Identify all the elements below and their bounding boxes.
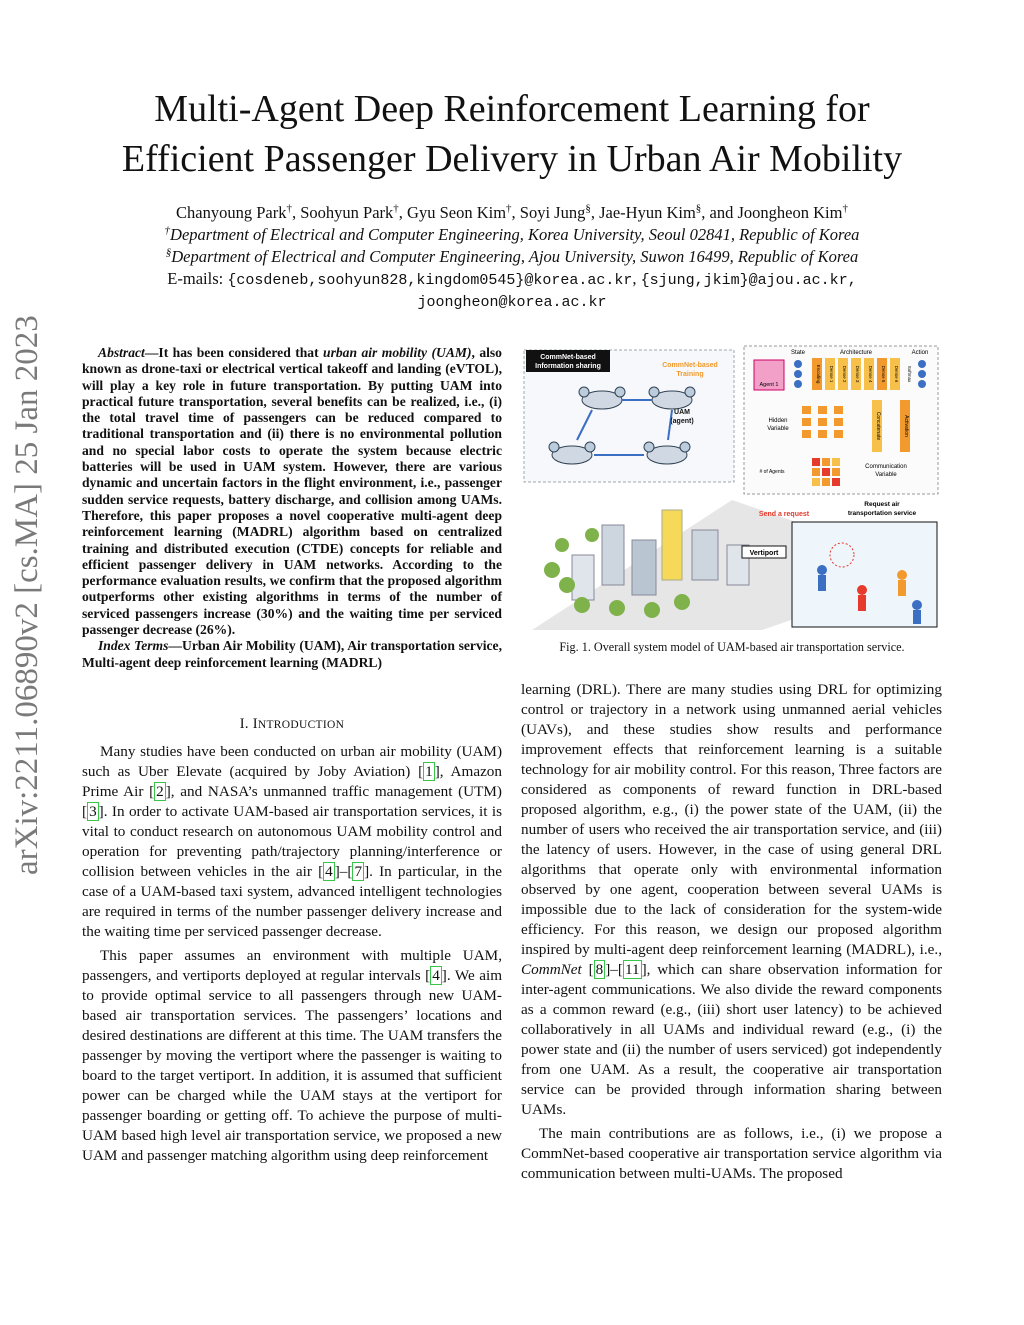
affiliation-text: Department of Electrical and Computer Engineering, Ajou University, Suwon 16499, Republic of Korea <box>171 247 859 266</box>
softmax-label: Softmax <box>907 365 912 383</box>
mark: § <box>585 202 591 215</box>
communication-grid <box>812 458 840 486</box>
citation-link[interactable]: 1 <box>425 763 433 780</box>
communication-variable-l1: Communication <box>865 464 907 470</box>
commnet-term: CommNet <box>521 961 582 978</box>
paragraph: learning (DRL). There are many studies using DRL for optimizing control or trajectory in a network using unmanned aerial vehicles (UAVs), and these studies show results and performance improvement effects that reinforcement learning is a suitable technology for air mobility control. For this reason, Three factors are considered as components of reward function in DRL-based proposed algorithm, e.g., (i) the power state of the UAM, (ii) the number of users who received the air transportation service, and (iii) the latency of users. However, in the case of using general DRL algorithms that operate only with environmental information observed by one agent, cooperation between several UAMs is impossible due to the lack of consideration for the system-wide efficiency. For this reason, we design our proposed algorithm inspired by multi-agent deep reinforcement learning (MADRL), i.e., CommNet [ 8 ]–[ 11 ], which can share observation information for inter-agent communications. We also divide the reward components as a common reward (e.g., (iii) short user latency) to be achieved collaboratively in all UAMs and individual reward (e.g., (i) the power state and (ii) the number of users serviced) got independently from one UAM. As a result, the cooperative air transportation service can be provided through information sharing between UAMs. <box>521 681 943 1118</box>
author-block <box>0 202 1024 314</box>
affiliation-ajou <box>0 246 1024 268</box>
email-joongheon[interactable]: joongheon@korea.ac.kr <box>417 294 607 311</box>
paper-title <box>0 84 1024 184</box>
dash: — <box>168 638 183 654</box>
state-nodes <box>794 360 802 388</box>
section-title-cap: I <box>252 716 258 732</box>
hidden-variable-l1: Hidden <box>768 418 788 424</box>
mark: † <box>164 224 171 237</box>
action-label: Action <box>911 350 929 356</box>
commnet-label-l2: Information sharing <box>535 363 601 370</box>
paragraph: Many studies have been conducted on urban air mobility (UAM) such as Uber Elevate (acquired by Joby Aviation) [ 1 ], Amazon Prime Air [ 2 ], and NASA’s unmanned traffic management (UTM) [ 3 ]. In order to activate UAM-based air transportation services, it is vital to conduct research on autonomous UAM mobility control and operation for preventing path/trajectory planning/interference or collision between vehicles in the air [ 4 ]–[ 7 ]. In particular, in the case of a UAM-based taxi system, advanced intelligent technologies are required in terms of the number passenger delivery increase and the waiting time per serviced passenger decrease. <box>82 743 502 940</box>
figure-1 <box>522 340 942 630</box>
figure-caption: Fig. 1. Overall system model of UAM-based air transportation service. <box>559 640 905 654</box>
system-model-illustration <box>522 340 942 630</box>
abstract-part: , also known as drone-taxi or electrical vertical takeoff and landing (eVTOL), will play a key role in future transportation. By putting UAM into practical future transportation, several benefits can be realized, i.e., (i) the total travel time of passengers can be reduced compared to traditional transportation and (ii) there is no environmental pollution and no special labor costs to operate the system because electric batteries will be used in UAM system. However, there are various dynamic and uncertain factors in the flight environment, i.e., passenger sudden service requests, battery discharge, and collision among UAMs. Therefore, this paper proposes a novel cooperative multi-agent deep reinforcement learning (MADRL) algorithm based on centralized training and distributed execution (CTDE) concepts for reliable and efficient passenger delivery in UAM networks. According to the performance evaluation results, we confirm that the proposed algorithm outperforms other existing algorithms in terms of the number of serviced passengers increase (30%) and the waiting time per serviced passenger decrease (26%). <box>82 345 502 638</box>
abstract-label: Abstract <box>98 345 145 360</box>
dense-1-label: Dense 1 <box>829 365 834 383</box>
section-number: I. <box>239 716 253 732</box>
email-line: E-mails: {cosdeneb,soohyun828,kingdom0545}@korea.ac.kr, {sjung,jkim}@ajou.ac.kr, <box>167 269 857 289</box>
mark: § <box>165 246 172 259</box>
dash: — <box>144 345 159 360</box>
left-column-body <box>82 742 502 1170</box>
author-5: Jae-Hyun Kim <box>599 203 696 222</box>
title-line-2: Efficient Passenger Delivery in Urban Air Mobility <box>121 138 903 180</box>
author-1: Chanyoung Park <box>176 203 287 222</box>
sep: , <box>398 203 408 222</box>
paragraph: The main contributions are as follows, i.e., (i) we propose a CommNet-based cooperative air transportation service algorithm via communication between multi-UAMs. The proposed <box>521 1125 942 1182</box>
author-list <box>0 202 1024 224</box>
abstract-part: It has been considered that <box>158 345 324 360</box>
vertiport-label: Vertiport <box>749 550 779 557</box>
architecture-label: Architecture <box>839 350 873 356</box>
author-3: Gyu Seon Kim <box>407 203 507 222</box>
state-label: State <box>790 350 806 356</box>
action-nodes <box>918 360 926 388</box>
author-2: Soohyun Park <box>300 203 394 222</box>
email-group-korea[interactable]: {cosdeneb,soohyun828,kingdom0545}@korea.ac.kr <box>227 272 633 289</box>
section-title-rest: NTRODUCTION <box>257 719 345 731</box>
commnet-label-l1: CommNet-based <box>540 354 596 361</box>
abstract <box>82 345 502 671</box>
citation-link[interactable]: 4 <box>432 967 440 984</box>
encoding-label: Encoding <box>816 364 821 384</box>
section-heading-introduction <box>82 716 502 733</box>
citation-link[interactable]: 7 <box>354 863 363 880</box>
dense-4-label: Dense 4 <box>868 365 873 383</box>
citation-link[interactable]: 4 <box>325 863 333 880</box>
sep: , <box>291 203 301 222</box>
training-label-l2: Training <box>676 371 704 378</box>
mark: § <box>695 202 702 215</box>
citation-link[interactable]: 2 <box>156 783 164 800</box>
arxiv-stamp: arXiv:2211.06890v2 [cs.MA] 25 Jan 2023 <box>9 315 45 875</box>
author-4: Soyi Jung <box>519 203 586 222</box>
right-column-body <box>521 680 942 1188</box>
index-terms-text: Urban Air Mobility (UAM), Air transportation service, Multi-agent deep reinforcement learning (MADRL) <box>82 638 502 670</box>
dense-2-label: Dense 2 <box>842 365 847 383</box>
citation-link[interactable]: 8 <box>595 961 604 978</box>
sep: , <box>511 203 520 222</box>
citation-link[interactable]: 11 <box>624 961 640 978</box>
dense-6-label: Dense 6 <box>894 365 899 383</box>
index-terms <box>82 638 502 671</box>
mark: † <box>842 202 848 215</box>
uam-term: urban air mobility (UAM) <box>323 345 472 360</box>
agent-1-label: Agent 1 <box>759 382 779 388</box>
uam-label-l1: UAM <box>674 409 690 416</box>
uam-label-l2: (agent) <box>670 418 694 425</box>
mark: † <box>506 202 512 215</box>
sep: , <box>701 203 710 222</box>
communication-variable-l2: Variable <box>875 472 897 478</box>
request-service-l1: Request air <box>864 501 900 508</box>
dense-5-label: Dense 5 <box>881 365 886 383</box>
paragraph: This paper assumes an environment with multiple UAM, passengers, and vertiports deployed at regular intervals [ 4 ]. We aim to provide optimal service to all passengers through new UAM-based air transportation services. The passengers’ locations and desired destinations are different at this time. The UAM transfers the passenger by moving the vertiport where the passenger is waiting to board to the target vertiport. In addition, it is assumed that sufficient power can be charged while the UAM stays at the vertiport for passenger boarding or getting off. To achieve the purpose of multi-UAM based high level air transportation service, we proposed a new UAM and passenger matching algorithm using deep reinforcement <box>82 947 503 1164</box>
agents-label: # of Agents <box>759 469 785 475</box>
mark: † <box>393 202 399 215</box>
email-group-ajou[interactable]: {sjung,jkim}@ajou.ac.kr, <box>640 272 857 289</box>
citation-link[interactable]: 3 <box>89 803 97 820</box>
hidden-nodes <box>802 406 843 438</box>
send-request-label: Send a request <box>758 511 810 518</box>
activation-label: Activation <box>903 415 909 437</box>
concat-label: Concatenate <box>875 411 881 441</box>
training-label-l1: CommNet-based <box>662 362 718 369</box>
index-terms-label: Index Terms <box>98 638 169 654</box>
affiliation-text: Department of Electrical and Computer Engineering, Korea University, Seoul 02841, Republic of Korea <box>170 225 860 244</box>
mark: † <box>286 202 292 215</box>
title-line-1: Multi-Agent Deep Reinforcement Learning for <box>154 88 870 130</box>
hidden-variable-l2: Variable <box>767 426 789 432</box>
email-label: E-mails: <box>167 269 224 288</box>
dense-3-label: Dense 3 <box>855 365 860 383</box>
abstract-text <box>82 345 502 638</box>
affiliation-korea <box>0 224 1024 246</box>
author-6: and Joongheon Kim <box>709 203 843 222</box>
request-service-l2: transportation service <box>847 510 917 517</box>
sep: , <box>590 203 600 222</box>
